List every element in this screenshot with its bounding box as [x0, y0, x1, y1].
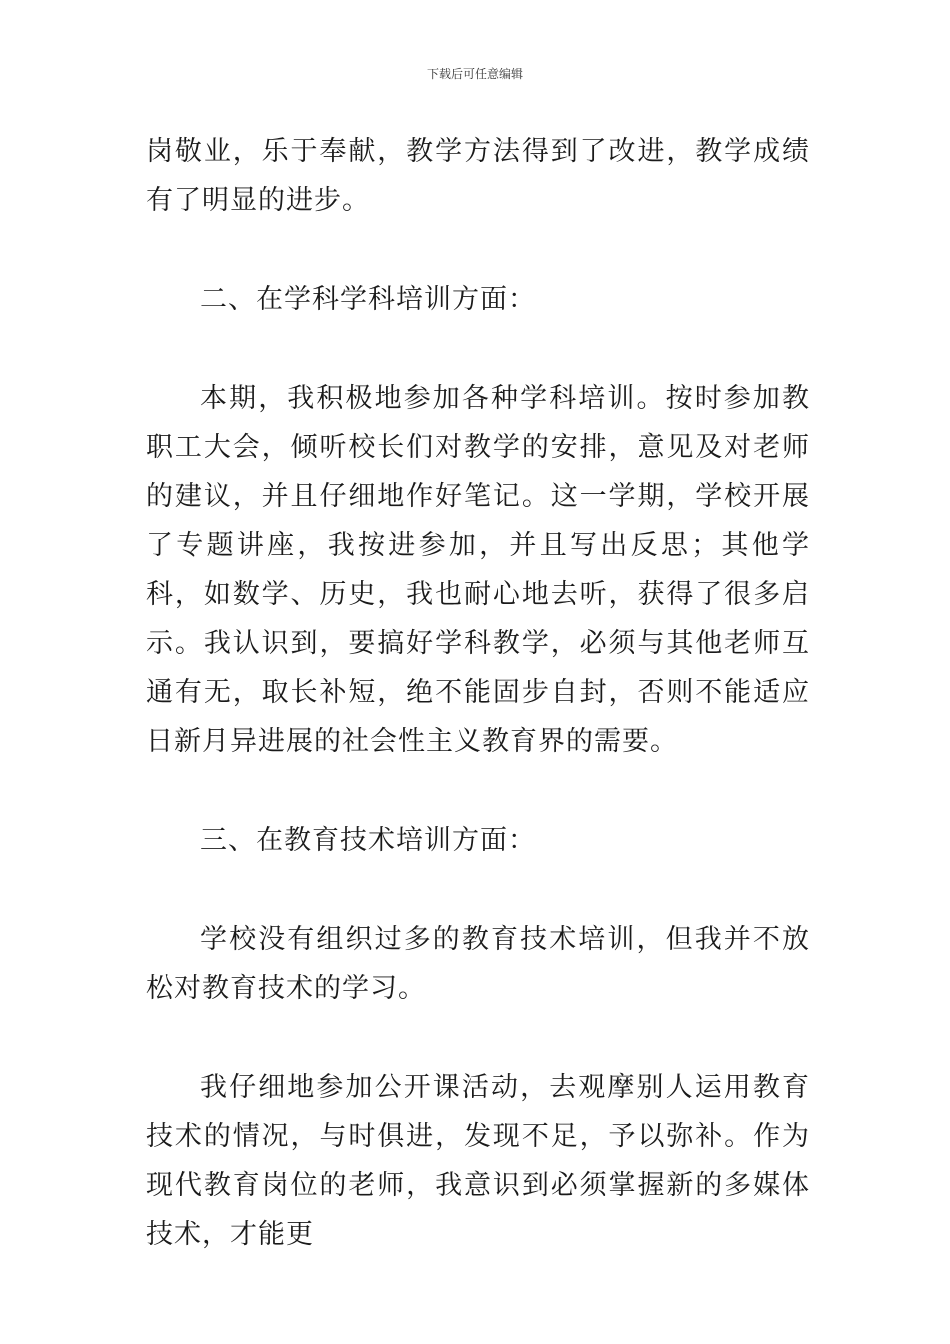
header-note: 下载后可任意编辑 — [426, 67, 523, 81]
paragraph-continuation: 岗敬业，乐于奉献，教学方法得到了改进，教学成绩有了明显的进步。 — [146, 136, 810, 216]
paragraph-subject-training: 本期，我积极地参加各种学科培训。按时参加教职工大会，倾听校长们对教学的安排，意见及对老师的建议，并且仔细地作好笔记。这一学期，学校开展了专题讲座，我按进参加，并且写出反思；其他学科，如数学、历史，我也耐心地去听，获得了很多启示。我认识到，要搞好学科教学，必须与其他老师互通有无，取长补短，绝不能固步自封，否则不能适应日新月异进展的社会性主义教育界的需要。 — [146, 383, 810, 757]
section-heading-subject-training: 二、在学科学科培训方面： — [200, 284, 536, 315]
document-body — [146, 127, 810, 1259]
paragraph-edtech-practice: 我仔细地参加公开课活动，去观摩别人运用教育技术的情况，与时俱进，发现不足，予以弥补。作为现代教育岗位的老师，我意识到必须掌握新的多媒体技术，才能更 — [146, 1072, 810, 1250]
section-heading-edtech-training: 三、在教育技术培训方面： — [200, 825, 536, 856]
paragraph-edtech-intro: 学校没有组织过多的教育技术培训，但我并不放松对教育技术的学习。 — [146, 924, 810, 1004]
